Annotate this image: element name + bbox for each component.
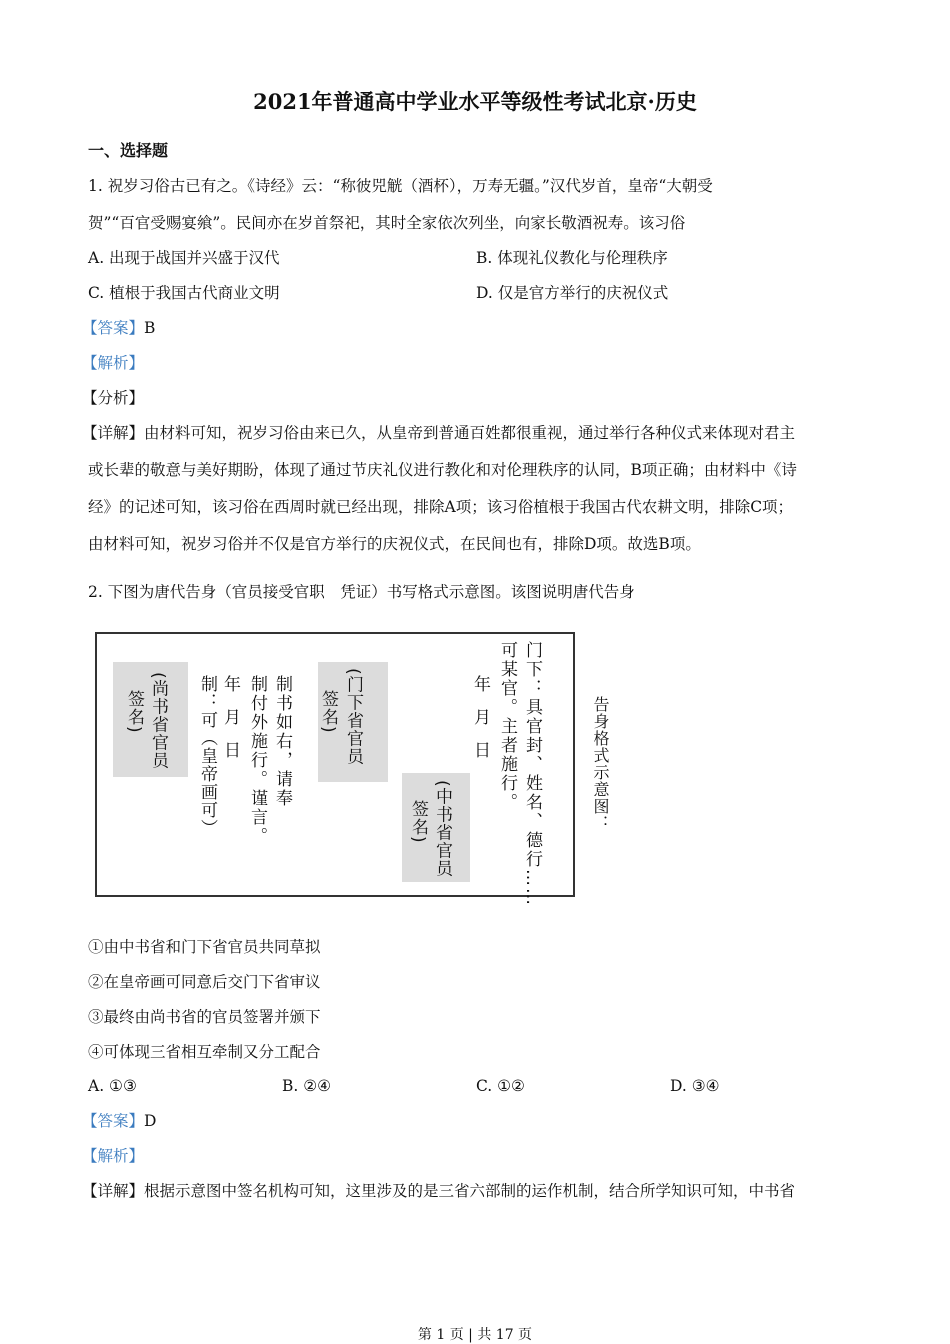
- q2-option-c: C. ①②: [476, 1077, 525, 1095]
- q1-analysis: [82, 353, 144, 373]
- diagram-date-2: 年月日: [220, 675, 240, 774]
- diagram-col-menxia-header: 门下：具官封、姓名、德行……: [522, 641, 542, 907]
- q2-analysis: [82, 1146, 144, 1166]
- diagram-shangshu-a: (尚书省官员: [148, 672, 168, 770]
- diagram-col-zhishu: 制书如右，请奉: [272, 675, 292, 808]
- answer-label: 【答案】: [82, 319, 145, 337]
- diagram-menxia-b: 签名): [318, 690, 338, 734]
- document-title: 2021年普通高中学业水平等级性考试北京·历史: [253, 89, 697, 114]
- detail-text: 根据示意图中签名机构可知，这里涉及的是三省六部制的运作机制，结合所学知识可知，中书省: [144, 1182, 796, 1200]
- diagram-zhongshu-b: 签名): [408, 800, 428, 844]
- diagram-col-approve: 可某官。主者施行。: [497, 641, 517, 812]
- section-heading: 一、选择题: [88, 141, 169, 160]
- q2-option-b: B. ②④: [282, 1077, 332, 1095]
- detail-label: 【详解】: [82, 1182, 145, 1200]
- q1-detail-line2: 或长辈的敬意与美好期盼，体现了通过节庆礼仪进行教化和对伦理秩序的认同，B项正确；由材料中《诗: [88, 461, 797, 479]
- q2-item-3: ③最终由尚书省的官员签署并颁下: [88, 1008, 321, 1026]
- q1-detail-line1: [82, 423, 795, 443]
- q1-detail-line3: 经》的记述可知，该习俗在西周时就已经出现，排除A项；该习俗植根于我国古代农耕文明，排除C项；: [88, 498, 794, 516]
- analysis-label: 【解析】: [82, 354, 145, 372]
- q2-option-a: A. ①③: [88, 1077, 137, 1095]
- diagram-caption: 告身格式示意图：: [591, 696, 610, 832]
- q1-option-c: C. 植根于我国古代商业文明: [88, 284, 280, 302]
- q2-item-4: ④可体现三省相互牵制又分工配合: [88, 1043, 321, 1061]
- detail-label: 【详解】: [82, 424, 145, 442]
- q2-option-d: D. ③④: [670, 1077, 720, 1095]
- q2-answer: [82, 1111, 156, 1131]
- analysis-label: 【解析】: [82, 1147, 145, 1165]
- q1-option-d: D. 仅是官方举行的庆祝仪式: [476, 284, 669, 302]
- answer-value: B: [144, 319, 156, 337]
- q2-item-2: ②在皇帝画可同意后交门下省审议: [88, 973, 321, 991]
- detail-text: 由材料可知，祝岁习俗由来已久，从皇帝到普通百姓都很重视，通过举行各种仪式来体现对君主: [144, 424, 796, 442]
- page-footer: 第 1 页 | 共 17 页: [417, 1327, 533, 1343]
- q2-stem: 2. 下图为唐代告身（官员接受官职 凭证）书写格式示意图。该图说明唐代告身: [88, 583, 635, 601]
- diagram-col-zhike: 制：可（皇帝画可）: [197, 675, 217, 837]
- diagram-date-1: 年月日: [470, 675, 490, 774]
- diagram-zhongshu-a: (中书省官员: [432, 780, 452, 878]
- diagram-col-fuwai: 制付外施行。谨言。: [247, 675, 267, 846]
- diagram-shangshu-b: 签名): [124, 690, 144, 734]
- q1-answer: [82, 318, 155, 338]
- answer-label: 【答案】: [82, 1112, 145, 1130]
- q2-item-1: ①由中书省和门下省官员共同草拟: [88, 938, 321, 956]
- q1-option-b: B. 体现礼仪教化与伦理秩序: [476, 249, 668, 267]
- q2-detail-line1: [82, 1181, 795, 1201]
- q1-fenxi: [82, 388, 144, 408]
- q1-option-a: A. 出现于战国并兴盛于汉代: [88, 249, 280, 267]
- q1-detail-line4: 由材料可知，祝岁习俗并不仅是官方举行的庆祝仪式，在民间也有，排除D项。故选B项。: [88, 535, 701, 553]
- diagram-menxia-a: (门下省官员: [343, 668, 363, 766]
- answer-value: D: [144, 1112, 157, 1130]
- fenxi-label: 【分析】: [82, 389, 145, 407]
- q1-stem-line2: 贺”“百官受赐宴飨”。民间亦在岁首祭祀，其时全家依次列坐，向家长敬酒祝寿。该习俗: [88, 214, 686, 232]
- q1-stem-line1: 1. 祝岁习俗古已有之。《诗经》云：“称彼兕觥（酒杯），万寿无疆。”汉代岁首，皇帝“大朝受: [88, 177, 713, 195]
